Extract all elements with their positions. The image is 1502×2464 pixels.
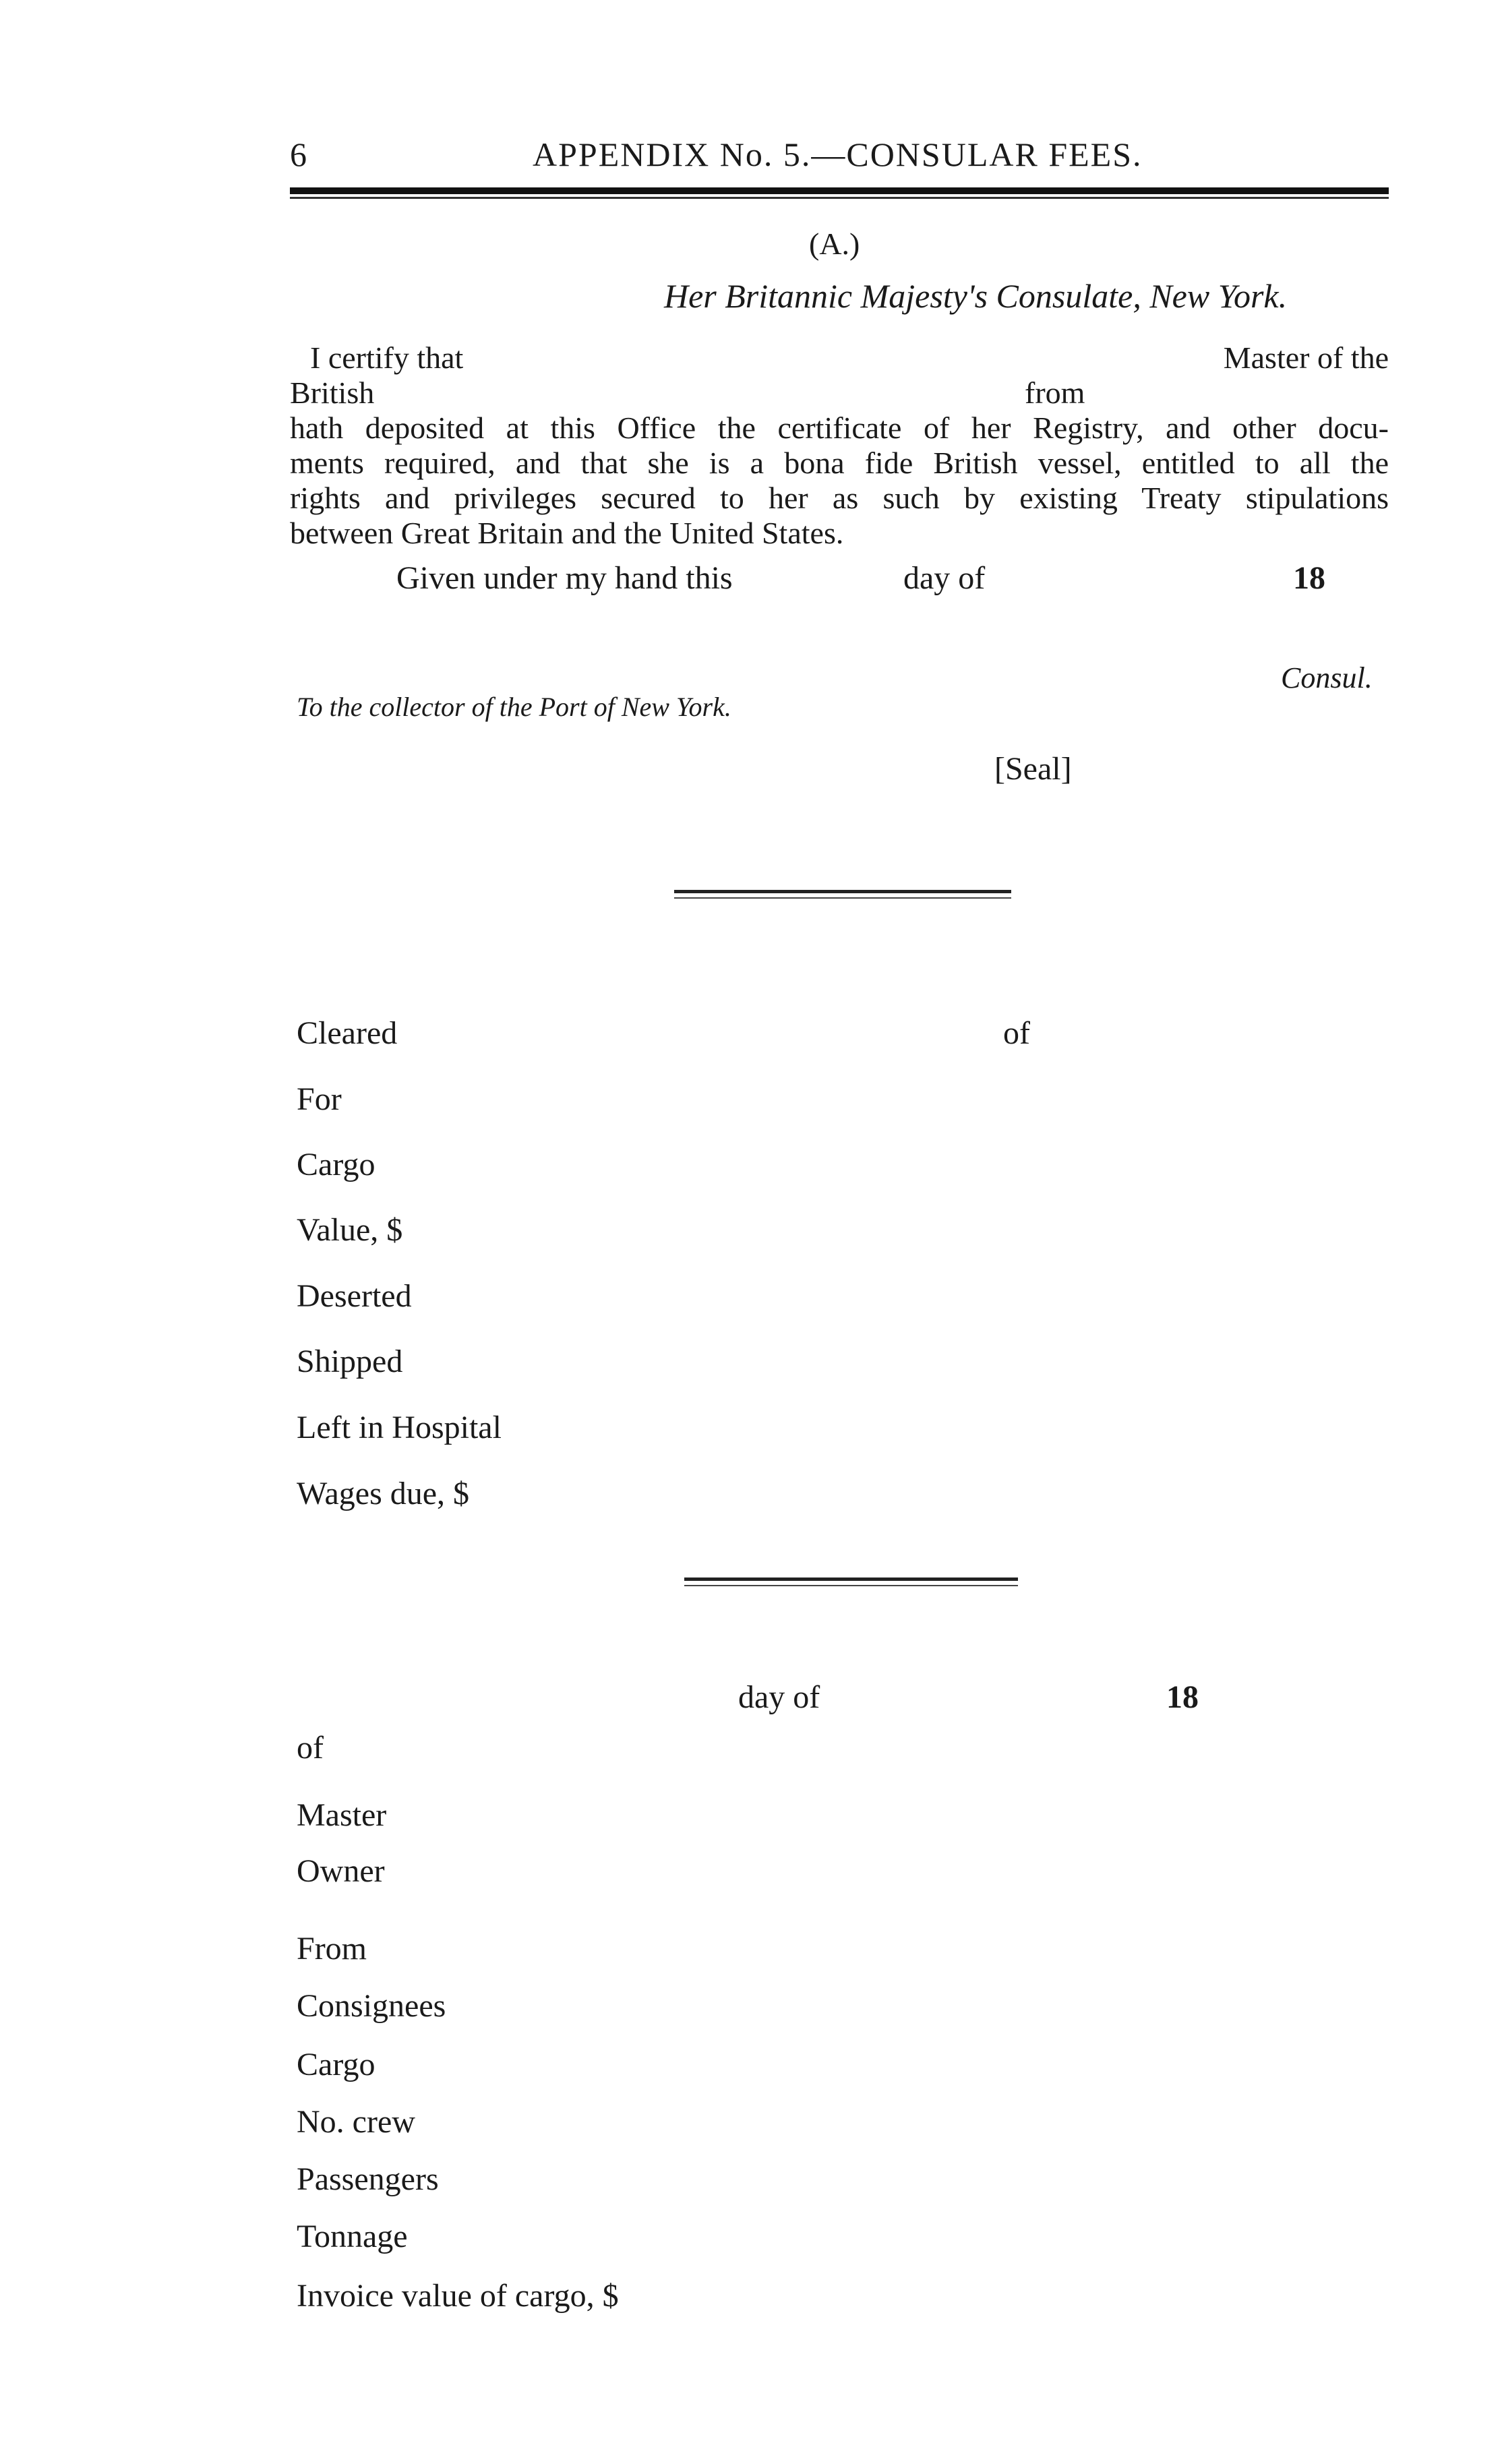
consignees-label: Consignees [297, 1988, 446, 2024]
from-text: from [1025, 375, 1085, 410]
shipped-label: Shipped [297, 1344, 403, 1379]
passengers-label: Passengers [297, 2161, 439, 2197]
given-under-hand: Given under my hand this [396, 560, 733, 596]
british-text: British [290, 375, 375, 410]
left-in-hospital-label: Left in Hospital [297, 1410, 502, 1445]
page-number: 6 [290, 136, 307, 173]
cargo-label-2: Cargo [297, 2047, 376, 2082]
day-of-label: day of [903, 560, 986, 596]
section-divider-2-thin [684, 1585, 1018, 1586]
day-of-label-2: day of [738, 1679, 820, 1715]
section-label: (A.) [809, 227, 860, 261]
section-divider-thin [674, 897, 1011, 899]
wages-due-label: Wages due, $ [297, 1476, 470, 1511]
crew-count-label: No. crew [297, 2104, 415, 2140]
deserted-label: Deserted [297, 1278, 412, 1314]
section-divider-2 [684, 1577, 1018, 1581]
seal-mark: [Seal] [994, 751, 1072, 787]
consul-signature-label: Consul. [1281, 661, 1373, 694]
invoice-value-label: Invoice value of cargo, $ [297, 2278, 619, 2314]
master-label: Master [297, 1797, 387, 1833]
cargo-label: Cargo [297, 1147, 376, 1182]
header-rule [290, 187, 1389, 194]
tonnage-label: Tonnage [297, 2219, 408, 2254]
certificate-line-6: between Great Britain and the United States. [290, 516, 844, 550]
certificate-line-3: hath deposited at this Office the certificate of her Registry, and other docu- [290, 411, 1389, 445]
owner-label: Owner [297, 1853, 385, 1889]
from-label: From [297, 1931, 367, 1966]
vessel-of-label: of [297, 1730, 324, 1766]
year-prefix: 18 [1293, 560, 1325, 596]
page-title: APPENDIX No. 5.—CONSULAR FEES. [533, 136, 1143, 173]
of-label: of [1003, 1015, 1030, 1051]
master-of-text: Master of the [1223, 340, 1389, 375]
collector-address: To the collector of the Port of New York. [297, 692, 731, 722]
cleared-label: Cleared [297, 1015, 398, 1051]
year-prefix-2: 18 [1166, 1679, 1199, 1715]
for-label: For [297, 1081, 342, 1117]
consulate-heading: Her Britannic Majesty's Consulate, New York. [664, 277, 1288, 315]
certify-text: I certify that [310, 340, 464, 375]
certificate-line-5: rights and privileges secured to her as such by existing Treaty stipulations [290, 481, 1389, 515]
value-label: Value, $ [297, 1212, 403, 1248]
header-rule-thin [290, 197, 1389, 199]
section-divider [674, 890, 1011, 893]
certificate-line-4: ments required, and that she is a bona fide British vessel, entitled to all the [290, 446, 1389, 480]
